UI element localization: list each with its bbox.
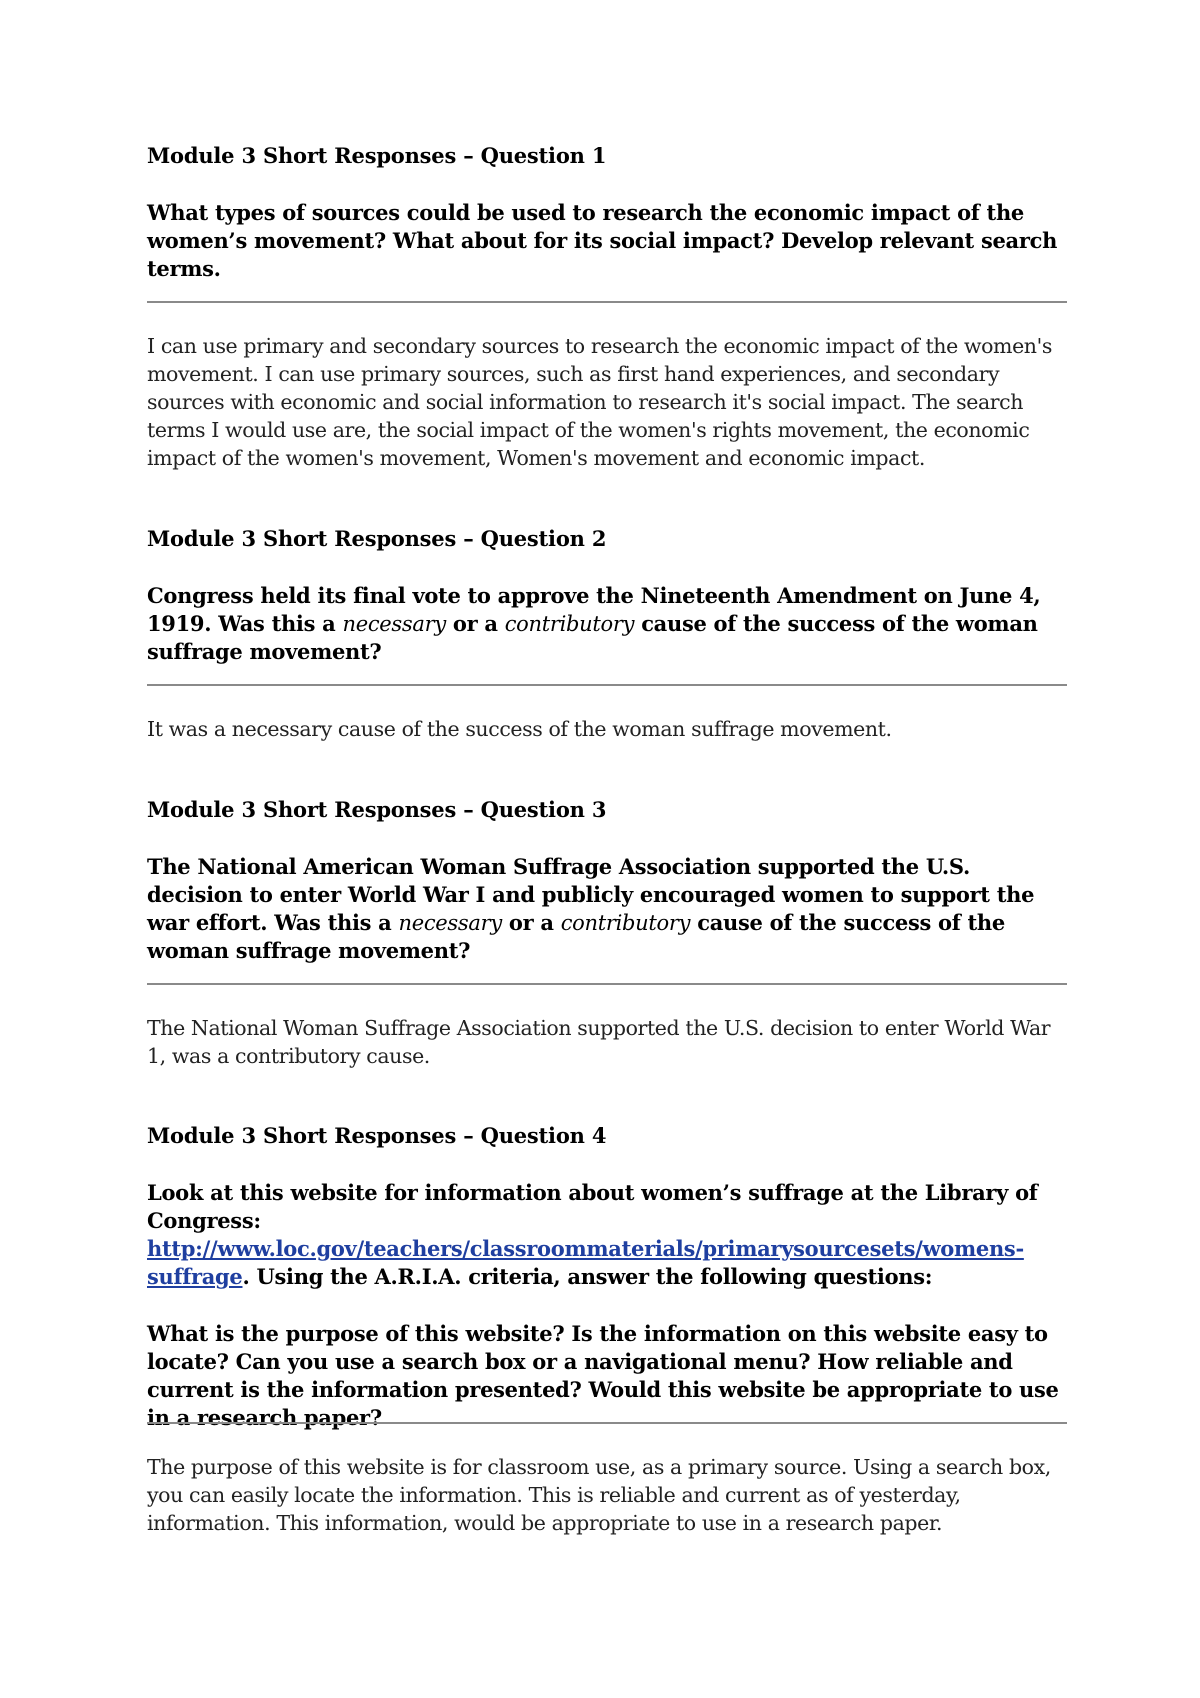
- emphasis-necessary: necessary: [342, 612, 446, 636]
- question-text: [147, 853, 1067, 965]
- section-question-1: [147, 142, 1067, 283]
- emphasis-necessary: necessary: [398, 911, 502, 935]
- answer-text: The purpose of this website is for classroom use, as a primary source. Using a search box, you can easily locate the information. This is reliable and current as of yesterday, information. This information, would be appropriate to use in a research paper.: [147, 1455, 1051, 1535]
- answer-block-3: [147, 1014, 1067, 1070]
- question-text-part: or a: [501, 910, 561, 935]
- answer-text: It was a necessary cause of the success of the woman suffrage movement.: [147, 717, 892, 741]
- question-text-part: cause of the success of the woman suffrage movement?: [147, 611, 1038, 664]
- question-text-part: . Using the A.R.I.A. criteria, answer the following questions:: [242, 1264, 933, 1289]
- question-text: [147, 1179, 1067, 1291]
- question-text-part: Look at this website for information about women’s suffrage at the Library of Congress:: [147, 1180, 1038, 1233]
- section-question-4: [147, 1122, 1067, 1432]
- answer-block-1: [147, 332, 1067, 472]
- question-text: [147, 582, 1067, 666]
- answer-text: I can use primary and secondary sources to research the economic impact of the women's movement. I can use primary sources, such as first hand experiences, and secondary sources with economic and social information to research it's social impact. The search terms I would use are, the social impact of the women's rights movement, the economic impact of the women's movement, Women's movement and economic impact.: [147, 334, 1052, 470]
- section-heading: Module 3 Short Responses – Question 3: [147, 797, 607, 822]
- section-question-2: [147, 525, 1067, 666]
- section-question-3: [147, 796, 1067, 965]
- divider-rule: [147, 684, 1067, 686]
- emphasis-contributory: contributory: [560, 911, 691, 935]
- section-heading: Module 3 Short Responses – Question 2: [147, 526, 607, 551]
- answer-block-2: [147, 715, 1067, 743]
- question-text-part: or a: [445, 611, 505, 636]
- question-text: What types of sources could be used to research the economic impact of the women’s movement? What about for its social impact? Develop relevant search terms.: [147, 200, 1058, 281]
- divider-rule: [147, 301, 1067, 303]
- loc-womens-suffrage-link[interactable]: http://www.loc.gov/teachers/classroommaterials/primarysourcesets/womens-suffrage: [147, 1236, 1024, 1289]
- divider-rule: [147, 1422, 1067, 1424]
- answer-text: The National Woman Suffrage Association supported the U.S. decision to enter World War 1, was a contributory cause.: [147, 1016, 1051, 1068]
- divider-rule: [147, 983, 1067, 985]
- question-text-2: What is the purpose of this website? Is the information on this website easy to locate? Can you use a search box or a navigational menu? How reliable and current is the information presented? Would this website be appropriate to use in a research paper?: [147, 1321, 1059, 1430]
- emphasis-contributory: contributory: [504, 612, 635, 636]
- question-text-part: cause of the success of the woman suffrage movement?: [147, 910, 1005, 963]
- answer-block-4: [147, 1453, 1067, 1537]
- section-heading: Module 3 Short Responses – Question 4: [147, 1123, 607, 1148]
- section-heading: Module 3 Short Responses – Question 1: [147, 143, 607, 168]
- question-text-part: Congress held its final vote to approve the Nineteenth Amendment on June 4, 1919. Was this a: [147, 583, 1041, 636]
- question-text-part: The National American Woman Suffrage Association supported the U.S. decision to enter World War I and publicly encouraged women to support the war effort. Was this a: [147, 854, 1035, 935]
